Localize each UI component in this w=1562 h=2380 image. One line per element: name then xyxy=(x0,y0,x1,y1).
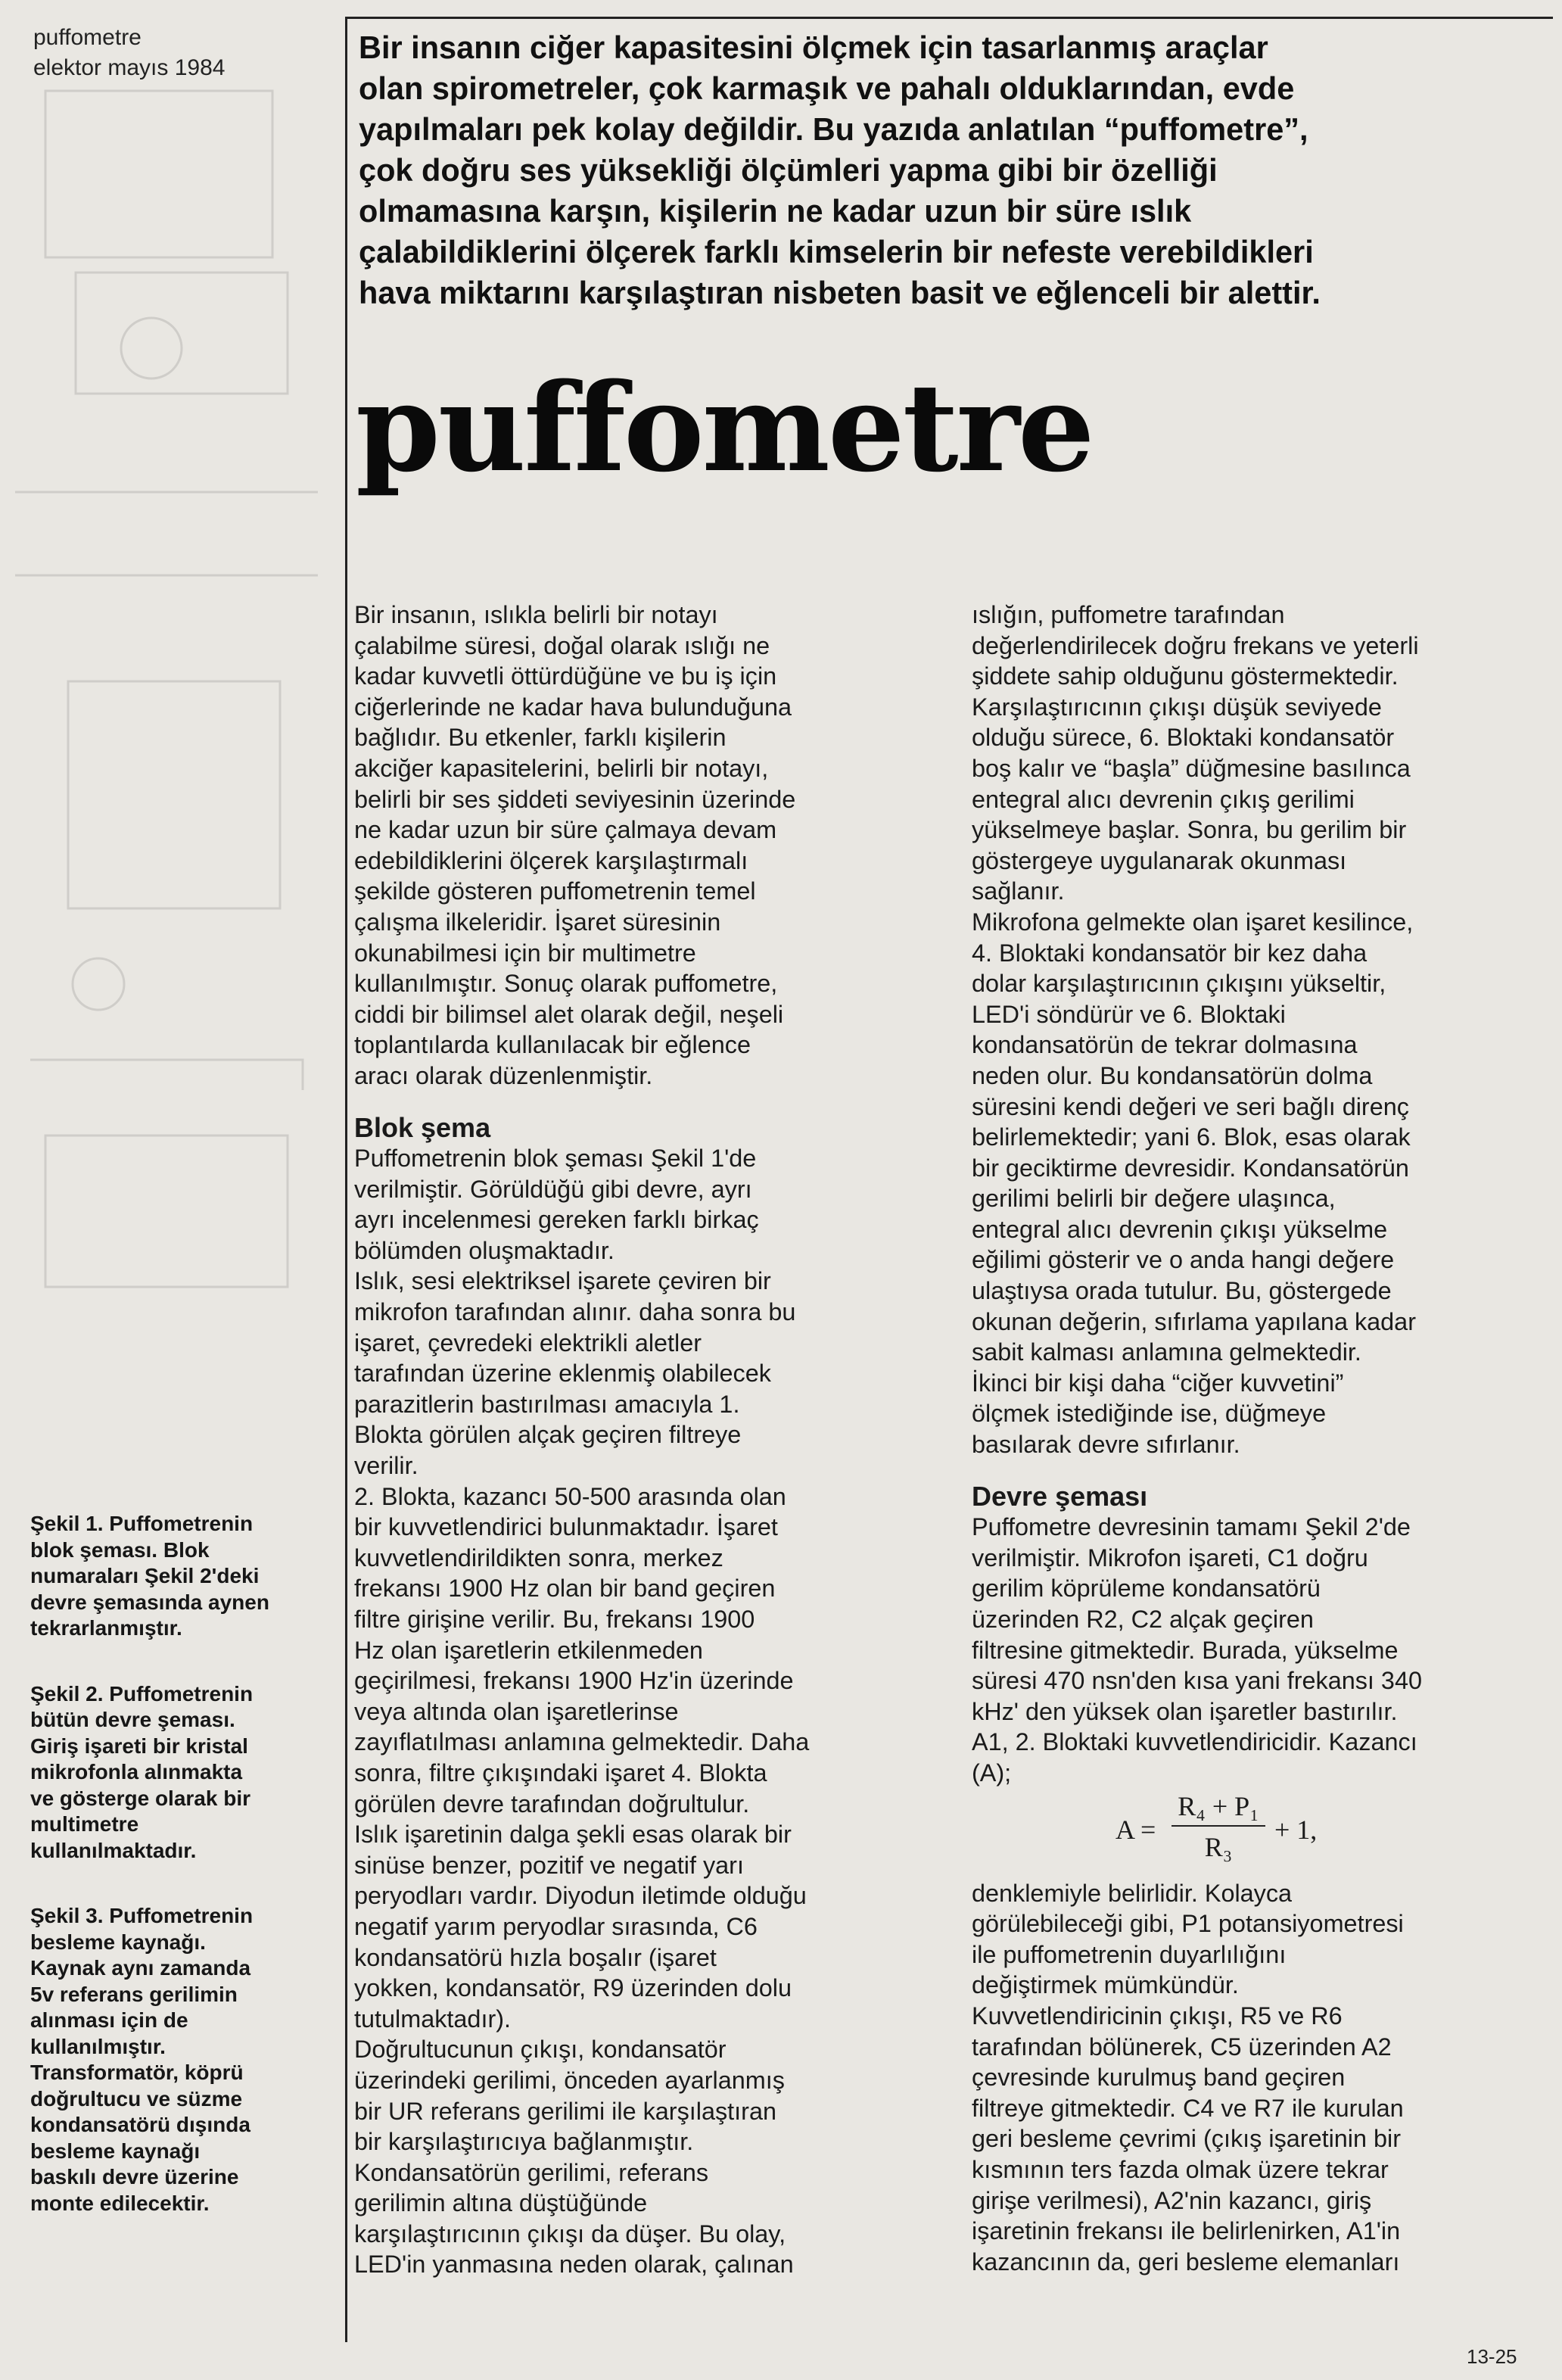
text-line: verilmiştir. Görüldüğü gibi devre, ayrı xyxy=(354,1175,752,1203)
section-heading-blok-sema: Blok şema xyxy=(354,1111,491,1143)
text-line: eğilimi gösterir ve o anda hangi değere xyxy=(972,1246,1395,1274)
text-line: tarafından bölünerek, C5 üzerinden A2 xyxy=(972,2033,1392,2061)
text-column-left xyxy=(354,600,929,2280)
text-line: 4. Bloktaki kondansatör bir kez daha xyxy=(972,939,1368,967)
text-line: gerilimi belirli bir değere ulaşınca, xyxy=(972,1185,1336,1213)
text-line: devre şemasında aynen xyxy=(30,1590,269,1614)
text-line: bir kuvvetlendirici bulunmaktadır. İşaret xyxy=(354,1513,778,1541)
text-line: bölümden oluşmaktadır. xyxy=(354,1236,615,1264)
text-line: Islık işaretinin dalga şekli esas olarak bir xyxy=(354,1821,792,1849)
text-line: filtreye gitmektedir. C4 ve R7 ile kurulan xyxy=(972,2094,1404,2122)
text-line: veya altında olan işaretlerinse xyxy=(354,1697,679,1725)
text-line: geri besleme çevrimi (çıkış işaretinin bir xyxy=(972,2125,1401,2153)
text-line: sabit kalması anlamına gelmektedir. xyxy=(972,1338,1361,1366)
text-line: dolar karşılaştırıcının çıkışını yükseltir, xyxy=(972,970,1386,998)
intro-line: Bir insanın ciğer kapasitesini ölçmek için tasarlanmış araçlar xyxy=(359,30,1268,65)
text-line: kullanılmıştır. xyxy=(30,2034,166,2058)
text-line: bir geciktirme devresidir. Kondansatörün xyxy=(972,1154,1409,1182)
text-line: Mikrofona gelmekte olan işaret kesilince, xyxy=(972,908,1414,936)
formula-numerator: R₄ + P₁ xyxy=(1178,1790,1259,1821)
body-paragraph xyxy=(972,1512,1547,1788)
text-line: olduğu sürece, 6. Bloktaki kondansatör xyxy=(972,724,1395,752)
text-line: toplantılarda kullanılacak bir eğlence xyxy=(354,1031,751,1059)
text-line: karşılaştırıcının çıkışı da düşer. Bu olay, xyxy=(354,2220,786,2248)
text-line: tarafından üzerine eklenmiş olabilecek xyxy=(354,1360,771,1388)
text-line: filtresine gitmektedir. Burada, yükselme xyxy=(972,1636,1399,1664)
text-line: ayrı incelenmesi gereken farklı birkaç xyxy=(354,1206,759,1234)
faded-circuit-background xyxy=(0,0,345,1499)
text-column-right xyxy=(972,600,1547,2277)
header-source: elektor mayıs 1984 xyxy=(33,55,226,80)
text-line: Kuvvetlendiricinin çıkışı, R5 ve R6 xyxy=(972,2002,1343,2030)
text-line: kondansatörü dışında xyxy=(30,2113,250,2136)
caption-fig3 xyxy=(30,1903,341,2216)
formula-lhs: A = xyxy=(1115,1814,1156,1845)
text-line: değerlendirilecek doğru frekans ve yeterli xyxy=(972,631,1419,659)
text-line: mikrofonla alınmakta xyxy=(30,1760,243,1783)
gain-formula xyxy=(972,1789,1547,1878)
intro-line: çalabildiklerini ölçerek farklı kimselerin bir nefeste verebildikleri xyxy=(359,234,1314,269)
text-line: görülebileceği gibi, P1 potansiyometresi xyxy=(972,1910,1404,1938)
body-paragraph xyxy=(972,600,1547,1460)
text-line: süresini kendi değeri ve seri bağlı direnç xyxy=(972,1092,1409,1120)
fraction-bar xyxy=(1172,1825,1265,1827)
text-line: ciddi bir bilimsel alet olarak değil, neşeli xyxy=(354,1000,784,1028)
section-heading-devre-sema: Devre şeması xyxy=(972,1480,1148,1512)
text-line: alınması için de xyxy=(30,2008,188,2032)
text-line: süresi 470 nsn'den kısa yani frekansı 340 xyxy=(972,1667,1422,1695)
text-line: besleme kaynağı xyxy=(30,2139,201,2163)
text-line: parazitlerin bastırılması amacıyla 1. xyxy=(354,1390,740,1418)
text-line: kullanılmaktadır. xyxy=(30,1838,197,1862)
text-line: şekilde gösteren puffometrenin temel xyxy=(354,877,756,905)
text-line: üzerindeki gerilimi, önceden ayarlanmış xyxy=(354,2066,785,2094)
text-line: basılarak devre sıfırlanır. xyxy=(972,1431,1240,1459)
body-paragraph xyxy=(972,1878,1547,2278)
text-line: yükselmeye başlar. Sonra, bu gerilim bir xyxy=(972,816,1407,844)
text-line: tutulmaktadır). xyxy=(354,2005,512,2033)
text-line: Hz olan işaretlerin etkilenmeden xyxy=(354,1636,703,1664)
text-line: Blokta görülen alçak geçiren filtreye xyxy=(354,1421,742,1449)
text-line: kondansatörü hızla boşalır (işaret xyxy=(354,1943,717,1971)
text-line: zayıflatılması anlamına gelmektedir. Daha xyxy=(354,1728,810,1756)
text-line: ile puffometrenin duyarlılığını xyxy=(972,1940,1287,1968)
text-line: Doğrultucunun çıkışı, kondansatör xyxy=(354,2036,727,2064)
left-rule xyxy=(345,17,347,2342)
text-line: değiştirmek mümkündür. xyxy=(972,1971,1239,1999)
text-line: çalabilme süresi, doğal olarak ıslığı ne xyxy=(354,631,770,659)
text-line: kuvvetlendirildikten sonra, merkez xyxy=(354,1544,723,1572)
text-line: numaraları Şekil 2'deki xyxy=(30,1564,260,1587)
text-line: denklemiyle belirlidir. Kolayca xyxy=(972,1879,1293,1907)
text-line: ölçmek istediğinde ise, düğmeye xyxy=(972,1400,1327,1428)
text-line: Kondansatörün gerilimi, referans xyxy=(354,2158,709,2186)
text-line: bağlıdır. Bu etkenler, farklı kişilerin xyxy=(354,724,727,752)
text-line: blok şeması. Blok xyxy=(30,1537,210,1562)
text-line: okunabilmesi için bir multimetre xyxy=(354,939,696,967)
header-meta xyxy=(33,23,225,83)
text-line: Kaynak aynı zamanda xyxy=(30,1956,251,1980)
text-line: Şekil 3. Puffometrenin xyxy=(30,1904,254,1927)
text-line: bütün devre şeması. xyxy=(30,1708,235,1731)
text-line: geçirilmesi, frekansı 1900 Hz'in üzerinde xyxy=(354,1667,794,1695)
text-line: A1, 2. Bloktaki kuvvetlendiricidir. Kazancı xyxy=(972,1728,1417,1756)
caption-fig1 xyxy=(30,1511,341,1642)
intro-line: çok doğru ses yüksekliği ölçümleri yapma gibi bir özelliği xyxy=(359,152,1218,188)
intro-line: olmamasına karşın, kişilerin ne kadar uzun bir süre ıslık xyxy=(359,193,1192,229)
text-line: Puffometrenin blok şeması Şekil 1'de xyxy=(354,1145,757,1173)
text-line: sonra, filtre çıkışındaki işaret 4. Blokta xyxy=(354,1759,767,1787)
text-line: okunan değerin, sıfırlama yapılana kadar xyxy=(972,1307,1416,1335)
text-line: kadar kuvvetli öttürdüğüne ve bu iş için xyxy=(354,662,777,690)
text-line: görülen devre tarafından doğrultulur. xyxy=(354,1790,750,1818)
text-line: Şekil 2. Puffometrenin xyxy=(30,1681,254,1706)
formula-rest: + 1, xyxy=(1274,1814,1318,1845)
text-line: ne kadar uzun bir süre çalmaya devam xyxy=(354,816,777,844)
text-line: verilmiştir. Mikrofon işareti, C1 doğru xyxy=(972,1544,1368,1572)
intro-line: hava miktarını karşılaştıran nisbeten basit ve eğlenceli bir alettir. xyxy=(359,275,1321,310)
header-title: puffometre xyxy=(33,25,142,50)
text-line: LED'in yanmasına neden olarak, çalınan xyxy=(354,2251,794,2279)
text-line: işaret, çevredeki elektrikli aletler xyxy=(354,1329,702,1357)
text-line: gerilimin altına düştüğünde xyxy=(354,2189,648,2217)
text-line: akciğer kapasitelerini, belirli bir notayı, xyxy=(354,754,769,782)
text-line: girişe verilmesi), A2'nin kazancı, giriş xyxy=(972,2186,1372,2214)
text-line: besleme kaynağı. xyxy=(30,1930,206,1954)
text-line: aracı olarak düzenlenmiştir. xyxy=(354,1061,653,1089)
text-line: kondansatörün de tekrar dolmasına xyxy=(972,1031,1358,1059)
text-line: negatif yarım peryodlar sırasında, C6 xyxy=(354,1912,758,1940)
text-line: yokken, kondansatör, R9 üzerinden dolu xyxy=(354,1974,792,2002)
intro-line: yapılmaları pek kolay değildir. Bu yazıda anlatılan “puffometre”, xyxy=(359,111,1308,147)
text-line: çevresinde kurulmuş band geçiren xyxy=(972,2064,1346,2092)
intro-paragraph xyxy=(359,27,1539,313)
text-line: belirli bir ses şiddeti seviyesinin üzerinde xyxy=(354,785,796,813)
text-line: edebildiklerini ölçerek karşılaştırmalı xyxy=(354,846,748,874)
text-line: 5v referans gerilimin xyxy=(30,1982,238,2006)
text-line: baskılı devre üzerine xyxy=(30,2165,239,2188)
text-line: entegral alıcı devrenin çıkış gerilimi xyxy=(972,785,1355,813)
body-paragraph xyxy=(354,600,929,1092)
text-line: monte edilecektir. xyxy=(30,2191,210,2215)
text-line: Şekil 1. Puffometrenin xyxy=(30,1512,254,1535)
text-line: mikrofon tarafından alınır. daha sonra bu xyxy=(354,1298,796,1326)
text-line: ve gösterge olarak bir xyxy=(30,1786,251,1810)
text-line: entegral alıcı devrenin çıkışı yükselme xyxy=(972,1215,1388,1243)
text-line: Bir insanın, ıslıkla belirli bir notayı xyxy=(354,601,718,628)
text-line: çalışma ilkeleridir. İşaret süresinin xyxy=(354,908,721,936)
top-rule xyxy=(345,17,1553,19)
text-line: multimetre xyxy=(30,1812,139,1836)
text-line: verilir. xyxy=(354,1452,419,1480)
text-line: işaretinin frekansı ile belirlenirken, A1'in xyxy=(972,2217,1401,2245)
text-line: Giriş işareti bir kristal xyxy=(30,1734,248,1758)
text-line: kısmının ters fazda olmak üzere tekrar xyxy=(972,2155,1389,2183)
text-line: doğrultucu ve süzme xyxy=(30,2086,243,2111)
article-title: puffometre xyxy=(356,357,1093,499)
text-line: kullanılmıştır. Sonuç olarak puffometre, xyxy=(354,970,778,998)
text-line: Puffometre devresinin tamamı Şekil 2'de xyxy=(972,1513,1411,1541)
text-line: 2. Blokta, kazancı 50-500 arasında olan xyxy=(354,1482,786,1510)
caption-fig2 xyxy=(30,1681,341,1864)
text-line: ciğerlerinde ne kadar hava bulunduğuna xyxy=(354,693,792,721)
text-line: boş kalır ve “başla” düğmesine basılınca xyxy=(972,754,1411,782)
formula-denominator: R₃ xyxy=(1204,1831,1233,1862)
text-line: sağlanır. xyxy=(972,877,1065,905)
text-line: frekansı 1900 Hz olan bir band geçiren xyxy=(354,1575,776,1603)
text-line: Karşılaştırıcının çıkışı düşük seviyede xyxy=(972,693,1382,721)
text-line: filtre girişine verilir. Bu, frekansı 1900 xyxy=(354,1606,755,1633)
text-line: Islık, sesi elektriksel işarete çeviren bir xyxy=(354,1267,771,1295)
text-line: ulaştıysa orada tutulur. Bu, göstergede xyxy=(972,1277,1392,1305)
text-line: şiddete sahip olduğunu göstermektedir. xyxy=(972,662,1399,690)
text-line: sinüse benzer, pozitif ve negatif yarı xyxy=(354,1851,744,1879)
text-line: (A); xyxy=(972,1759,1012,1787)
text-line: kHz' den yüksek olan işaretler bastırılır. xyxy=(972,1697,1398,1725)
text-line: belirlemektedir; yani 6. Blok, esas olarak xyxy=(972,1123,1411,1151)
text-line: İkinci bir kişi daha “ciğer kuvvetini” xyxy=(972,1369,1344,1397)
text-line: üzerinden R2, C2 alçak geçiren xyxy=(972,1606,1314,1633)
text-line: bir UR referans gerilimi ile karşılaştıran xyxy=(354,2097,776,2125)
formula-fraction xyxy=(1172,1789,1265,1864)
text-line: Transformatör, köprü xyxy=(30,2061,244,2084)
text-line: göstergeye uygulanarak okunması xyxy=(972,846,1347,874)
figure-captions xyxy=(30,1511,341,2216)
text-line: neden olur. Bu kondansatörün dolma xyxy=(972,1061,1373,1089)
text-line: gerilim köprüleme kondansatörü xyxy=(972,1575,1321,1603)
text-line: peryodları vardır. Diyodun iletimde olduğu xyxy=(354,1882,807,1910)
text-line: kazancının da, geri besleme elemanları xyxy=(972,2248,1400,2276)
text-line: bir karşılaştırıcıya bağlanmıştır. xyxy=(354,2128,694,2156)
body-paragraph xyxy=(354,1143,929,2280)
text-line: tekrarlanmıştır. xyxy=(30,1616,182,1640)
text-line: LED'i söndürür ve 6. Bloktaki xyxy=(972,1000,1286,1028)
text-line: ıslığın, puffometre tarafından xyxy=(972,601,1285,628)
page-number: 13-25 xyxy=(1467,2345,1517,2368)
intro-line: olan spirometreler, çok karmaşık ve pahalı olduklarından, evde xyxy=(359,70,1295,106)
